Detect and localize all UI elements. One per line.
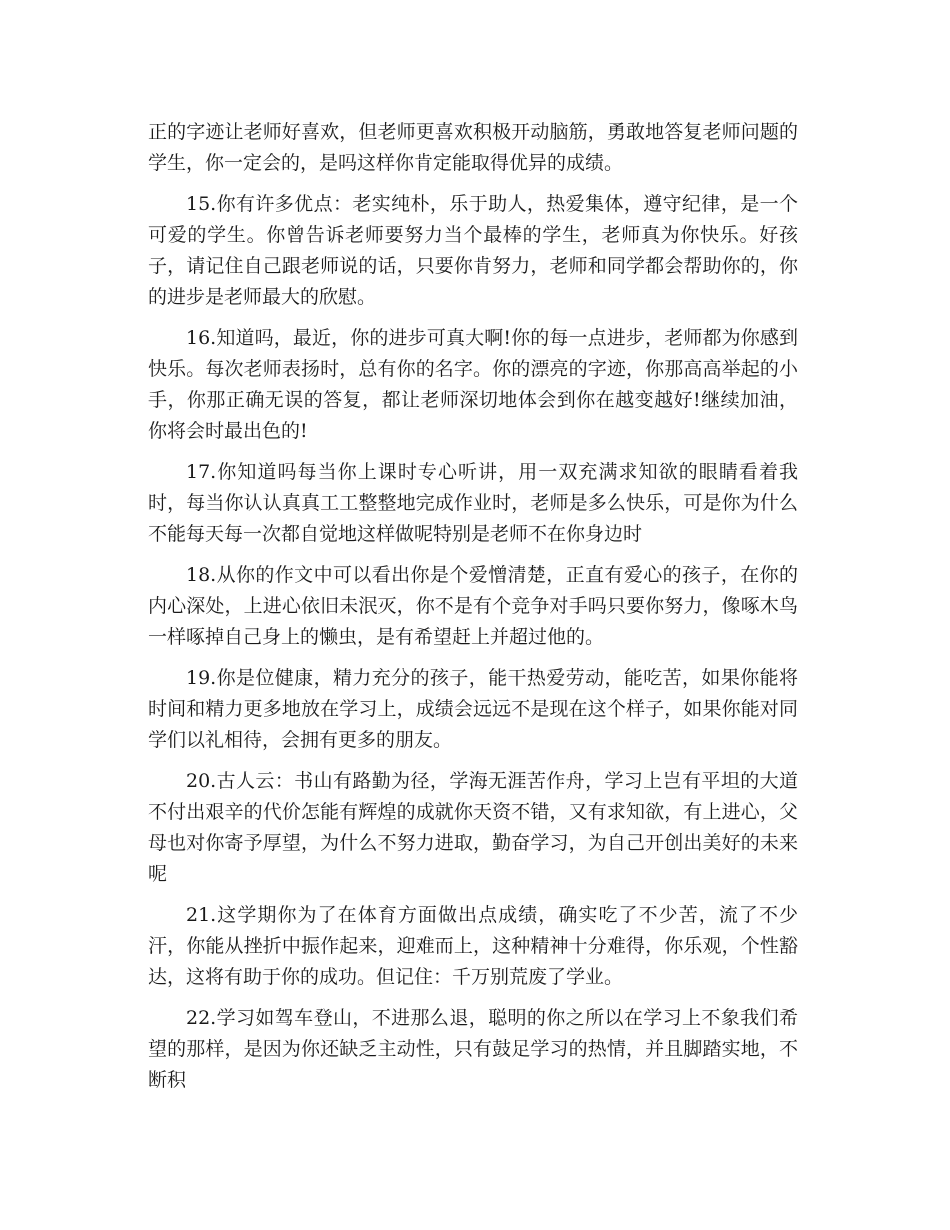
paragraph-14-continued: 正的字迹让老师好喜欢，但老师更喜欢积极开动脑筋，勇敢地答复老师问题的学生，你一定会的，是吗这样你肯定能取得优异的成绩。 [148,121,798,174]
paragraph-17: 17.你知道吗每当你上课时专心听讲，用一双充满求知欲的眼睛看着我时，每当你认认真真工工整整地完成作业时，老师是多么快乐，可是你为什么不能每天每一次都自觉地这样做呢特别是老师不在你身边时 [148,461,798,545]
paragraph-15: 15.你有许多优点：老实纯朴，乐于助人，热爱集体，遵守纪律，是一个可爱的学生。你曾告诉老师要努力当个最棒的学生，老师真为你快乐。好孩子，请记住自己跟老师说的话，只要你肯努力，老师和同学都会帮助你的，你的进步是老师最大的欣慰。 [148,193,798,308]
paragraph-20: 20.古人云：书山有路勤为径，学海无涯苦作舟，学习上岂有平坦的大道不付出艰辛的代价怎能有辉煌的成就你天资不错，又有求知欲，有上进心，父母也对你寄予厚望，为什么不努力进取，勤奋学习，为自己开创出美好的未来呢 [148,770,798,885]
document-page [148,117,798,1096]
paragraph-16: 16.知道吗，最近，你的进步可真大啊!你的每一点进步，老师都为你感到快乐。每次老师表扬时，总有你的名字。你的漂亮的字迹，你那高高举起的小手，你那正确无误的答复，都让老师深切地体会到你在越变越好!继续加油，你将会时最出色的! [148,327,798,442]
paragraph-18: 18.从你的作文中可以看出你是个爱憎清楚，正直有爱心的孩子，在你的内心深处，上进心依旧未泯灭，你不是有个竞争对手吗只要你努力，像啄木鸟一样啄掉自己身上的懒虫，是有希望赶上并超过他的。 [148,564,798,648]
paragraph-21: 21.这学期你为了在体育方面做出点成绩，确实吃了不少苦，流了不少汗，你能从挫折中振作起来，迎难而上，这种精神十分难得，你乐观，个性豁达，这将有助于你的成功。但记住：千万别荒废了学业。 [148,904,798,988]
paragraph-22: 22.学习如驾车登山，不进那么退，聪明的你之所以在学习上不象我们希望的那样，是因为你还缺乏主动性，只有鼓足学习的热情，并且脚踏实地，不断积 [148,1007,798,1091]
paragraph-19: 19.你是位健康，精力充分的孩子，能干热爱劳动，能吃苦，如果你能将时间和精力更多地放在学习上，成绩会远远不是现在这个样子，如果你能对同学们以礼相待，会拥有更多的朋友。 [148,667,798,751]
